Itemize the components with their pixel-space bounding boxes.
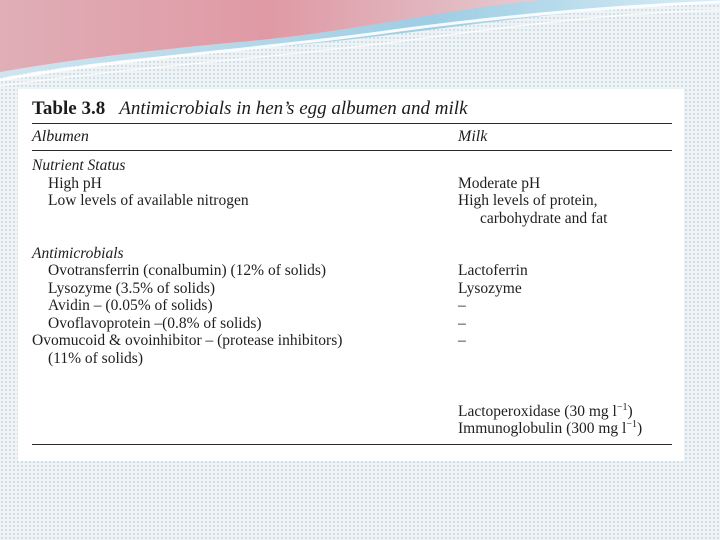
decorative-swoosh-banner bbox=[0, 0, 720, 90]
albumen-cell: Avidin – (0.05% of solids) bbox=[48, 297, 213, 314]
milk-cell: Moderate pH bbox=[458, 174, 541, 192]
table-row bbox=[32, 262, 672, 280]
milk-cell: carbohydrate and fat bbox=[480, 209, 608, 227]
table-title: Antimicrobials in hen’s egg albumen and milk bbox=[119, 98, 468, 119]
table-row bbox=[32, 280, 672, 298]
albumen-cell: Ovotransferrin (conalbumin) (12% of solids) bbox=[48, 262, 327, 279]
albumen-cell: Ovoflavoprotein –(0.8% of solids) bbox=[48, 314, 262, 332]
milk-cell-immunoglobulin bbox=[458, 420, 642, 438]
section-heading-row bbox=[32, 245, 672, 263]
row-spacer bbox=[32, 367, 672, 385]
table-row bbox=[32, 420, 672, 438]
column-headers bbox=[32, 124, 672, 150]
row-spacer bbox=[32, 227, 672, 245]
milk-cell: Lysozyme bbox=[458, 279, 522, 297]
column-header-albumen: Albumen bbox=[32, 128, 89, 145]
table-row bbox=[32, 175, 672, 193]
antimicrobials-table bbox=[32, 95, 672, 445]
table-row bbox=[32, 315, 672, 333]
milk-cell: – bbox=[458, 332, 466, 349]
table-row bbox=[32, 192, 672, 210]
milk-cell-text: Lactoperoxidase (30 mg l bbox=[458, 402, 617, 420]
table-caption bbox=[32, 95, 672, 123]
column-header-milk: Milk bbox=[458, 128, 488, 145]
albumen-cell: Lysozyme (3.5% of solids) bbox=[48, 279, 216, 297]
table-row bbox=[32, 332, 672, 350]
table-number: Table 3.8 bbox=[32, 98, 106, 119]
milk-cell-lactoperoxidase bbox=[458, 403, 633, 421]
unit-exponent: −1 bbox=[626, 418, 637, 430]
section-heading-nutrient-status: Nutrient Status bbox=[32, 157, 126, 174]
table-row bbox=[32, 297, 672, 315]
milk-cell-tail: ) bbox=[627, 402, 633, 420]
bottom-rule bbox=[32, 444, 672, 445]
albumen-cell: (11% of solids) bbox=[48, 349, 143, 367]
table-row bbox=[32, 403, 672, 421]
albumen-cell: Ovomucoid & ovoinhibitor – (protease inhibitors) bbox=[32, 332, 343, 349]
table-row bbox=[32, 210, 672, 228]
table-row bbox=[32, 350, 672, 368]
table-panel bbox=[18, 89, 684, 461]
unit-exponent: −1 bbox=[616, 401, 628, 413]
milk-cell: High levels of protein, bbox=[458, 192, 598, 209]
section-heading-antimicrobials: Antimicrobials bbox=[32, 244, 124, 262]
milk-cell: – bbox=[458, 314, 466, 332]
milk-cell: Lactoferrin bbox=[458, 262, 528, 279]
milk-cell-text: Immunoglobulin (300 mg l bbox=[458, 420, 627, 437]
section-heading-row bbox=[32, 157, 672, 175]
milk-cell: – bbox=[458, 297, 466, 314]
row-spacer bbox=[32, 385, 672, 403]
albumen-cell: High pH bbox=[48, 174, 102, 192]
milk-cell-tail: ) bbox=[636, 420, 643, 437]
albumen-cell: Low levels of available nitrogen bbox=[48, 192, 249, 209]
